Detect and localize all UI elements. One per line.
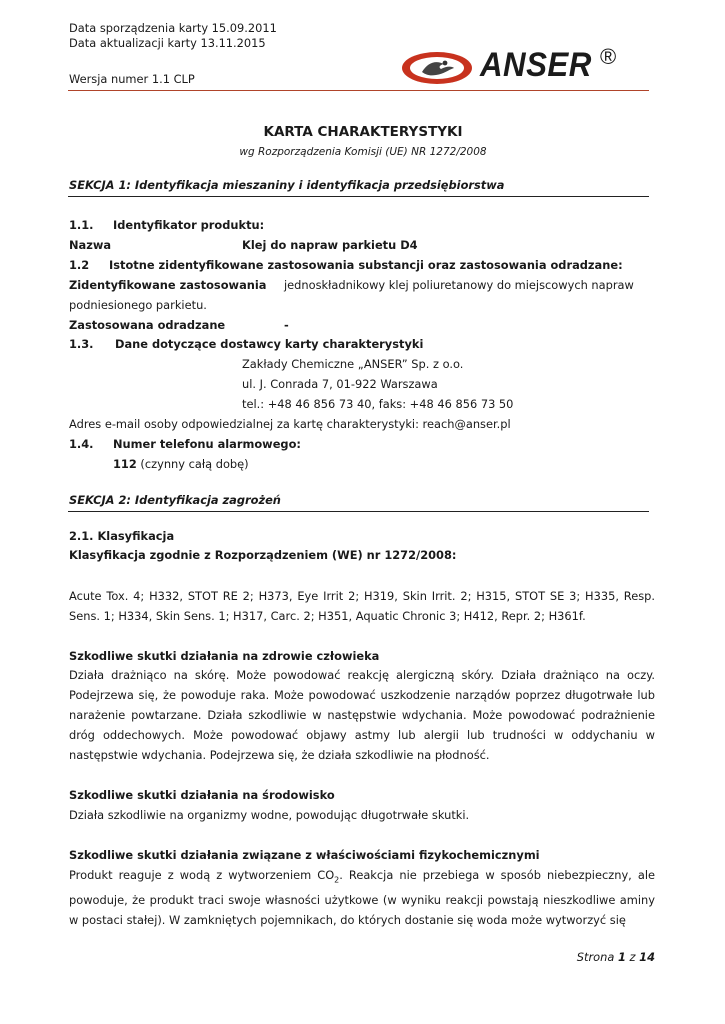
name-value: Klej do napraw parkietu D4 xyxy=(242,238,418,252)
version: Wersja numer 1.1 CLP xyxy=(69,72,195,86)
header-rule xyxy=(68,90,649,91)
page-number xyxy=(577,950,655,964)
identified-uses-value: jednoskładnikowy klej poliuretanowy do miejscowych napraw xyxy=(284,278,634,292)
page-of: z xyxy=(625,950,640,964)
s13-number: 1.3. xyxy=(69,337,94,351)
email-line: Adres e-mail osoby odpowiedzialnej za kartę charakterystyki: reach@anser.pl xyxy=(69,417,511,431)
supplier-address: ul. J. Conrada 7, 01-922 Warszawa xyxy=(242,377,438,391)
physchem-text-a: Produkt reaguje z wodą z wytworzeniem CO xyxy=(69,868,335,882)
s14-title: Numer telefonu alarmowego: xyxy=(113,437,301,451)
s21-title: 2.1. Klasyfikacja xyxy=(69,529,175,543)
section1-heading: SEKCJA 1: Identyfikacja mieszaniny i identyfikacja przedsiębiorstwa xyxy=(69,178,505,192)
supplier-phone: tel.: +48 46 856 73 40, faks: +48 46 856 73 50 xyxy=(242,397,514,411)
s11-title: Identyfikator produktu: xyxy=(113,218,265,232)
document-subtitle: wg Rozporządzenia Komisji (UE) NR 1272/2008 xyxy=(239,146,487,158)
emergency-number: 112 xyxy=(113,457,137,471)
anser-logo xyxy=(400,46,630,88)
page-current: 1 xyxy=(617,950,626,964)
page-word: Strona xyxy=(576,950,618,964)
s12-title: Istotne zidentyfikowane zastosowania substancji oraz zastosowania odradzane: xyxy=(109,258,623,272)
section2-heading: SEKCJA 2: Identyfikacja zagrożeń xyxy=(69,493,281,507)
section1-rule xyxy=(68,196,649,197)
identified-uses-label: Zidentyfikowane zastosowania xyxy=(69,278,267,292)
classification-text: Acute Tox. 4; H332, STOT RE 2; H373, Eye Irrit 2; H319, Skin Irrit. 2; H315, STOT SE 3; H335, Resp. Sens. 1; H334, Skin Sens. 1; H317, Carc. 2; H351, Aquatic Chronic 3; H412, Repr. 2; H361f. xyxy=(69,589,655,623)
emergency-note: (czynny całą dobę) xyxy=(136,457,249,471)
identified-uses-value-cont: podniesionego parkietu. xyxy=(69,298,207,312)
name-label: Nazwa xyxy=(69,238,112,252)
date-updated: Data aktualizacji karty 13.11.2015 xyxy=(69,36,266,50)
supplier-name: Zakłady Chemiczne „ANSER” Sp. z o.o. xyxy=(242,357,464,371)
physchem-text xyxy=(69,865,655,930)
s11-number: 1.1. xyxy=(69,218,94,232)
physchem-title: Szkodliwe skutki działania związane z właściwościami fizykochemicznymi xyxy=(69,848,540,862)
registered-mark: ® xyxy=(600,44,617,69)
document-title: KARTA CHARAKTERYSTYKI xyxy=(263,124,463,140)
advised-against-value: - xyxy=(284,318,289,332)
emergency-line xyxy=(113,457,249,471)
s12-number: 1.2 xyxy=(69,258,90,272)
physchem-subscript: 2 xyxy=(334,875,340,885)
health-text: Działa drażniąco na skórę. Może powodować reakcję alergiczną skóry. Działa drażniąco na oczy. Podejrzewa się, że powoduje raka. Może powodować uszkodzenie narządów poprzez długotrwałe lub narażenie powtarzane. Działa szkodliwie w następstwie wdychania. Może powodować podrażnienie dróg oddechowych. Może powodować objawy astmy lub alergii lub trudności w oddychaniu w następstwie wdychania. Podejrzewa się, że działa szkodliwie na płodność. xyxy=(69,668,655,762)
anser-logo-text: ANSER xyxy=(480,46,592,84)
advised-against-label: Zastosowana odradzane xyxy=(69,318,226,332)
s14-number: 1.4. xyxy=(69,437,94,451)
physchem-text-b: . Reakcja nie przebiega w sposób niebezpieczny, ale powoduje, że produkt traci swoje własności użytkowe (w wyniku reakcji powstają nieszkodliwe aminy w postaci stałej). W zamkniętych pojemnikach, do których dostanie się woda może wytworzyć się xyxy=(69,868,655,928)
date-created: Data sporządzenia karty 15.09.2011 xyxy=(69,21,277,35)
environment-title: Szkodliwe skutki działania na środowisko xyxy=(69,788,335,802)
page-total: 14 xyxy=(639,950,655,964)
health-title: Szkodliwe skutki działania na zdrowie człowieka xyxy=(69,649,380,663)
environment-text: Działa szkodliwie na organizmy wodne, powodując długotrwałe skutki. xyxy=(69,808,470,822)
section2-rule xyxy=(68,511,649,512)
classification-title: Klasyfikacja zgodnie z Rozporządzeniem (WE) nr 1272/2008: xyxy=(69,548,457,562)
s13-title: Dane dotyczące dostawcy karty charakterystyki xyxy=(115,337,424,351)
anser-bird-icon xyxy=(400,48,478,88)
